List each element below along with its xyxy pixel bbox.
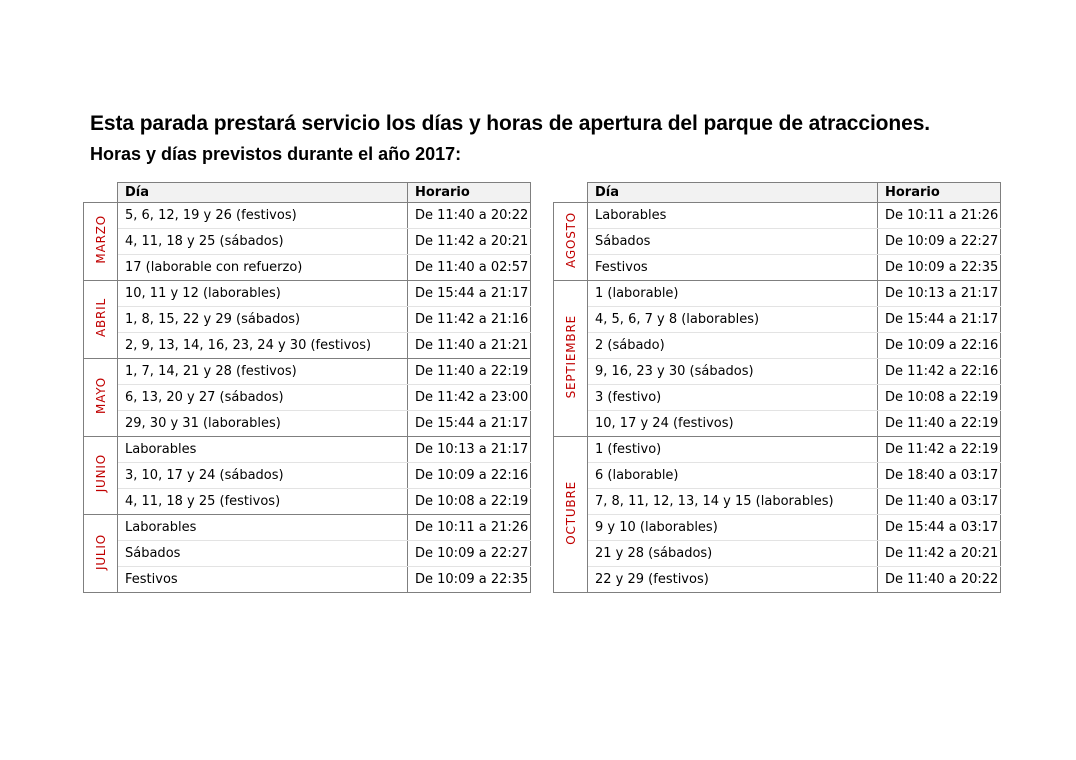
schedule-cell: De 10:09 a 22:27 <box>878 229 1001 255</box>
schedule-cell: De 10:11 a 21:26 <box>878 203 1001 229</box>
header-horario: Horario <box>878 183 1001 203</box>
day-cell: 1, 7, 14, 21 y 28 (festivos) <box>118 359 408 385</box>
day-cell: Sábados <box>588 229 878 255</box>
schedule-cell: De 10:09 a 22:16 <box>408 463 531 489</box>
day-cell: 22 y 29 (festivos) <box>588 567 878 593</box>
schedule-cell: De 10:09 a 22:27 <box>408 541 531 567</box>
table-row <box>554 281 1001 307</box>
table-row <box>84 385 531 411</box>
day-cell: 1, 8, 15, 22 y 29 (sábados) <box>118 307 408 333</box>
table-row <box>554 385 1001 411</box>
month-cell <box>84 359 118 437</box>
month-cell <box>554 203 588 281</box>
table-row <box>84 489 531 515</box>
day-cell: 4, 11, 18 y 25 (sábados) <box>118 229 408 255</box>
schedule-cell: De 10:09 a 22:35 <box>878 255 1001 281</box>
table-row <box>84 333 531 359</box>
table-row <box>84 463 531 489</box>
page-subtitle: Horas y días previstos durante el año 2017: <box>90 144 462 164</box>
day-cell: Festivos <box>588 255 878 281</box>
table-row <box>84 307 531 333</box>
table-row <box>554 333 1001 359</box>
table-row <box>554 359 1001 385</box>
day-cell: 4, 11, 18 y 25 (festivos) <box>118 489 408 515</box>
day-cell: 1 (laborable) <box>588 281 878 307</box>
table-header-row <box>554 183 1001 203</box>
header-horario: Horario <box>408 183 531 203</box>
day-cell: 6 (laborable) <box>588 463 878 489</box>
table-row <box>554 463 1001 489</box>
month-label: MARZO <box>93 215 108 264</box>
month-cell <box>554 281 588 437</box>
table-row <box>84 437 531 463</box>
day-cell: 7, 8, 11, 12, 13, 14 y 15 (laborables) <box>588 489 878 515</box>
table-row <box>554 541 1001 567</box>
table-row <box>554 255 1001 281</box>
day-cell: 1 (festivo) <box>588 437 878 463</box>
day-cell: 2, 9, 13, 14, 16, 23, 24 y 30 (festivos) <box>118 333 408 359</box>
schedule-cell: De 11:42 a 23:00 <box>408 385 531 411</box>
schedule-body <box>554 203 1001 593</box>
table-row <box>84 541 531 567</box>
day-cell: 3, 10, 17 y 24 (sábados) <box>118 463 408 489</box>
day-cell: 3 (festivo) <box>588 385 878 411</box>
day-cell: Laborables <box>118 515 408 541</box>
month-label: AGOSTO <box>563 211 578 268</box>
day-cell: Laborables <box>588 203 878 229</box>
day-cell: 10, 11 y 12 (laborables) <box>118 281 408 307</box>
schedule-cell: De 11:40 a 20:22 <box>878 567 1001 593</box>
day-cell: 5, 6, 12, 19 y 26 (festivos) <box>118 203 408 229</box>
month-cell <box>84 281 118 359</box>
month-label: ABRIL <box>93 297 108 337</box>
schedule-cell: De 10:13 a 21:17 <box>878 281 1001 307</box>
schedule-table-left <box>83 182 531 593</box>
schedule-cell: De 11:40 a 22:19 <box>878 411 1001 437</box>
day-cell: 17 (laborable con refuerzo) <box>118 255 408 281</box>
day-cell: Sábados <box>118 541 408 567</box>
schedule-cell: De 11:40 a 02:57 <box>408 255 531 281</box>
header-dia: Día <box>118 183 408 203</box>
table-row <box>554 515 1001 541</box>
day-cell: Festivos <box>118 567 408 593</box>
schedule-cell: De 11:40 a 03:17 <box>878 489 1001 515</box>
month-cell <box>84 515 118 593</box>
schedule-cell: De 15:44 a 21:17 <box>878 307 1001 333</box>
day-cell: Laborables <box>118 437 408 463</box>
day-cell: 9 y 10 (laborables) <box>588 515 878 541</box>
day-cell: 29, 30 y 31 (laborables) <box>118 411 408 437</box>
schedule-cell: De 18:40 a 03:17 <box>878 463 1001 489</box>
schedule-table-right <box>553 182 1001 593</box>
page-title: Esta parada prestará servicio los días y horas de apertura del parque de atracciones. <box>90 112 931 135</box>
schedule-table <box>553 182 1001 593</box>
table-row <box>84 359 531 385</box>
month-label: MAYO <box>93 377 108 414</box>
month-label: JULIO <box>93 533 108 570</box>
table-row <box>84 567 531 593</box>
table-row <box>84 515 531 541</box>
table-row <box>554 203 1001 229</box>
schedule-cell: De 11:40 a 22:19 <box>408 359 531 385</box>
month-label: SEPTIEMBRE <box>563 314 578 399</box>
schedule-table <box>83 182 531 593</box>
schedule-cell: De 11:42 a 22:19 <box>878 437 1001 463</box>
schedule-cell: De 10:13 a 21:17 <box>408 437 531 463</box>
month-label: JUNIO <box>93 454 108 493</box>
schedule-body <box>84 203 531 593</box>
table-row <box>554 489 1001 515</box>
schedule-cell: De 11:40 a 21:21 <box>408 333 531 359</box>
month-cell <box>84 203 118 281</box>
table-row <box>554 307 1001 333</box>
schedule-cell: De 11:42 a 20:21 <box>408 229 531 255</box>
table-row <box>84 281 531 307</box>
schedule-cell: De 10:09 a 22:35 <box>408 567 531 593</box>
schedule-cell: De 15:44 a 21:17 <box>408 411 531 437</box>
schedule-cell: De 11:42 a 22:16 <box>878 359 1001 385</box>
month-label: OCTUBRE <box>563 480 578 545</box>
day-cell: 4, 5, 6, 7 y 8 (laborables) <box>588 307 878 333</box>
table-row <box>84 203 531 229</box>
table-row <box>554 229 1001 255</box>
schedule-cell: De 10:11 a 21:26 <box>408 515 531 541</box>
schedule-cell: De 15:44 a 03:17 <box>878 515 1001 541</box>
month-cell <box>84 437 118 515</box>
table-row <box>84 411 531 437</box>
schedule-cell: De 10:08 a 22:19 <box>878 385 1001 411</box>
header-corner <box>84 183 118 203</box>
day-cell: 21 y 28 (sábados) <box>588 541 878 567</box>
day-cell: 10, 17 y 24 (festivos) <box>588 411 878 437</box>
table-row <box>84 255 531 281</box>
schedule-cell: De 15:44 a 21:17 <box>408 281 531 307</box>
schedule-cell: De 11:42 a 20:21 <box>878 541 1001 567</box>
table-row <box>554 567 1001 593</box>
schedule-cell: De 10:08 a 22:19 <box>408 489 531 515</box>
table-row <box>84 229 531 255</box>
header-dia: Día <box>588 183 878 203</box>
table-row <box>554 411 1001 437</box>
header-corner <box>554 183 588 203</box>
schedule-cell: De 10:09 a 22:16 <box>878 333 1001 359</box>
schedule-cell: De 11:40 a 20:22 <box>408 203 531 229</box>
table-header-row <box>84 183 531 203</box>
day-cell: 6, 13, 20 y 27 (sábados) <box>118 385 408 411</box>
month-cell <box>554 437 588 593</box>
schedule-cell: De 11:42 a 21:16 <box>408 307 531 333</box>
table-row <box>554 437 1001 463</box>
day-cell: 2 (sábado) <box>588 333 878 359</box>
day-cell: 9, 16, 23 y 30 (sábados) <box>588 359 878 385</box>
